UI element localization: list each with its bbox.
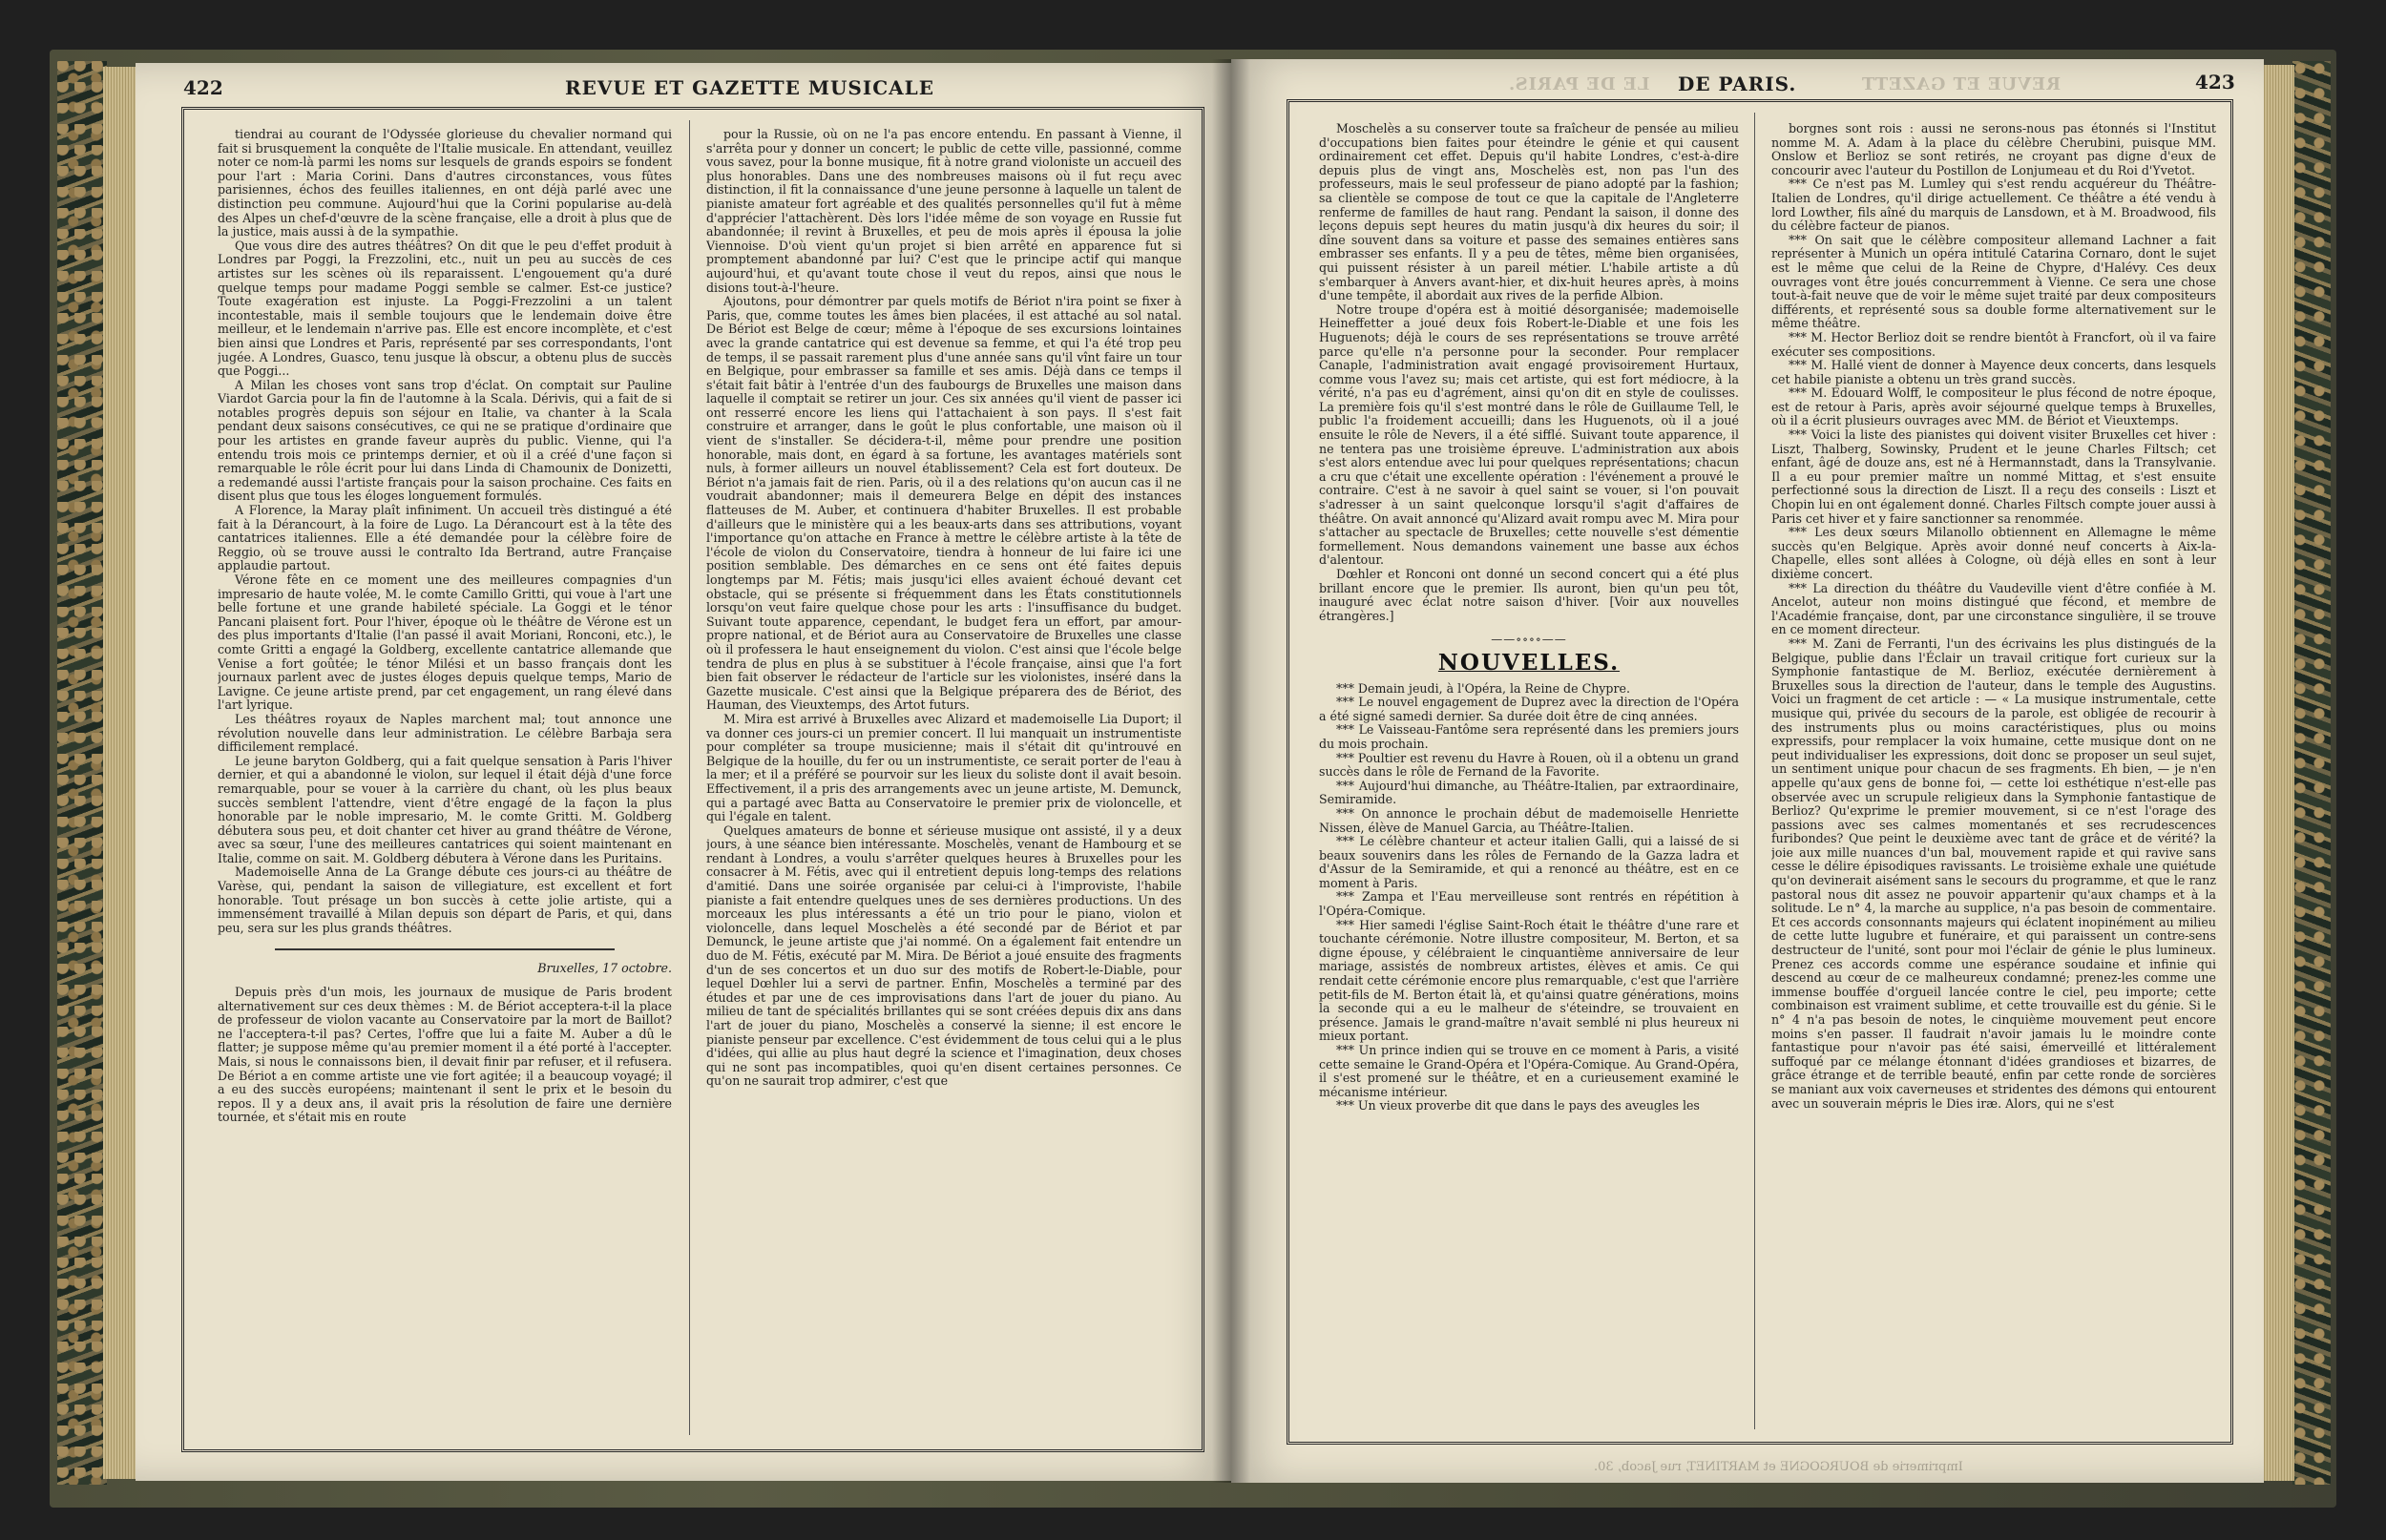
page-number: 423 [2195,71,2235,94]
paragraph: tiendrai au courant de l'Odyssée glorieuse du chevalier normand qui fait si brusquement la conquête de l'Italie musicale. En attendant, veuillez noter ce nom-là parmi les noms sur lesquels de grands espoirs se fondent pour l'art : Maria Corini. Dans d'autres circonstances, vous fûtes parisiennes, échos des feuilles italiennes, en ont déjà parlé avec une distinction peu commune. Aujourd'hui que la Corini popularise au-delà des Alpes un chef-d'œuvre de la scène française, elle a droit à plus que de la justice, mais aussi à de la sympathie. [218,128,672,239]
page-edges-left [103,67,137,1479]
news-item: *** Aujourd'hui dimanche, au Théâtre-Italien, par extraordinaire, Semiramide. [1319,778,1739,807]
news-item: *** Un vieux proverbe dit que dans le pays des aveugles les [1336,1098,1700,1113]
page-number: 422 [183,76,223,99]
column-1 [1319,122,1739,1431]
dateline: Bruxelles, 17 octobre. [537,961,672,976]
news-item: *** Hier samedi l'église Saint-Roch était le théâtre d'une rare et touchante cérémonie. Notre illustre compositeur, M. Berton, et sa digne épouse, y célébraient le cinquantième anniversaire de leur mariage, assistés de nombreux artistes, élèves et amis. Ce qui rendait cette cérémonie encore plus remarquable, c'est que l'arrière petit-fils de M. Berton était là, et qu'ainsi quatre générations, moins la seconde qui a eu le malheur de s'éteindre, se trouvaient en présence. Jamais le grand-maître n'avait semblé ni plus heureux ni mieux portant. [1319,917,1739,1044]
paragraph: Ajoutons, pour démontrer par quels motifs de Bériot n'ira point se fixer à Paris, que, comme toutes les âmes bien placées, il est attaché au sol natal. De Bériot est Belge de cœur; même à l'époque de ses excursions lointaines avec la grande cantatrice qui est devenue sa femme, et qui l'a été trop peu de temps, il se passait rarement plus d'une année sans qu'il vînt faire un tour en Belgique, pour embrasser sa famille et ses amis. Déjà dans ce temps il s'était fait bâtir à l'entrée d'un des faubourgs de Bruxelles une maison dans laquelle il comptait se retirer un jour. Ces six années qu'il vient de passer ici ont resserré encore les liens qui l'attachaient à son pays. Il s'est fait construire et arranger, dans le goût le plus confortable, une maison où il vient de s'installer. Se décidera-t-il, même pour prendre une position honorable, mais dont, en égard à sa fortune, les avantages matériels sont nuls, à former ailleurs un nouvel établissement? Cela est fort douteux. De Bériot n'a jamais fait de rien. Paris, où il a des relations qu'on aucun cas il ne voudrait abandonner; mais il demeurera Belge en dépit des instances flatteuses de M. Auber, et continuera d'habiter Bruxelles. Il est probable d'ailleurs que le ministère qui a les beaux-arts dans ses attributions, voyant l'importance qu'on attache en France à mettre le célèbre artiste à la tête de l'école de violon du Conservatoire, tiendra à honneur de lui faire ici une position semblable. Des démarches en ce sens ont été faites depuis longtemps par M. Fétis; mais jusqu'ici elles avaient échoué devant cet obstacle, qui se présente si fréquemment dans les États constitutionnels lorsqu'on veut faire quelque chose pour les arts : l'insuffisance du budget. Suivant toute apparence, cependant, le budget fera un effort, par amour-propre national, et de Bériot aura au Conservatoire de Bruxelles une classe où il professera le haut enseignement du violon. C'est ainsi que l'école belge tendra de plus en plus à se substituer à l'école française, ainsi que l'a fort bien fait observer le rédacteur de l'article sur les violonistes, inséré dans la Gazette musicale. C'est ainsi que la Belgique préparera des de Bériot, des Hauman, des Vieuxtemps, des Artot futurs. [706,294,1182,713]
section-separator [275,948,615,950]
news-item: *** Ce n'est pas M. Lumley qui s'est rendu acquéreur du Théâtre-Italien de Londres, qu'il dirige actuellement. Ce théâtre a été vendu à lord Lowther, fils aîné du marquis de Lansdown, et à M. Broadwood, fils du célèbre facteur de pianos. [1771,177,2216,234]
marbled-edge-right [2292,61,2331,1485]
news-item: *** On sait que le célèbre compositeur allemand Lachner a fait représenter à Munich un opéra intitulé Catarina Cornaro, dont le sujet est le même que celui de la Reine de Chypre, d'Halévy. Ces deux ouvrages vont être joués concurremment à Vienne. Ce sera une chose tout-à-fait neuve que de voir le même sujet traité par deux compositeurs différents, et représenté sous sa double forme alternativement sur le même théâtre. [1771,232,2216,331]
show-through-text: LE DE PARIS. [1508,74,1650,94]
news-item: *** Demain jeudi, à l'Opéra, la Reine de Chypre. [1336,680,1630,696]
news-item: *** On annonce le prochain début de mademoiselle Henriette Nissen, élève de Manuel Garcia, au Théâtre-Italien. [1319,805,1739,835]
column-rule [689,120,690,1435]
paragraph: Depuis près d'un mois, les journaux de musique de Paris brodent alternativement sur ces deux thèmes : M. de Bériot acceptera-t-il la place de professeur de violon vacante au Conservatoire par la mort de Baillot? ne l'acceptera-t-il pas? Certes, l'offre que lui a faite M. Auber a dû le flatter; je suppose même qu'au premier moment il a été porté à l'accepter. Mais, si nous le connaissons bien, il devait finir par refuser, et il refusera. De Bériot a en comme artiste une vie fort agitée; il a beaucoup voyagé; il a eu des succès européens; maintenant il sent le prix et le besoin du repos. Il y a deux ans, il avait pris la résolution de faire une dernière tournée, et s'était mis en route [218,985,672,1125]
column-1 [218,128,672,1435]
news-item: *** Le célèbre chanteur et acteur italien Galli, qui a laissé de si beaux souvenirs dans les rôles de Fernando de la Gazza ladra et d'Assur de la Semiramide, et qui a renoncé au théâtre, est en ce moment à Paris. [1319,834,1739,890]
news-item: *** M. Hector Berlioz doit se rendre bientôt à Francfort, où il va faire exécuter ses compositions. [1771,329,2216,359]
running-title: DE PARIS. [1678,73,1797,95]
column-2 [1771,122,2216,1431]
book-gutter [1212,59,1250,1483]
news-item: borgnes sont rois : aussi ne serons-nous pas étonnés si l'Institut nomme M. A. Adam à la place du célèbre Cherubini, puisque MM. Onslow et Berlioz se sont retirés, ne croyant pas digne d'eux de concourir avec l'auteur du Postillon de Lonjumeau et du Roi d'Yvetot. [1771,122,2216,177]
show-through-imprint: Imprimerie de BOURGOGNE et MARTINET, rue Jacob, 30. [1594,1460,1963,1474]
marbled-edge-left [57,61,107,1485]
paragraph: Quelques amateurs de bonne et sérieuse musique ont assisté, il y a deux jours, à une séance bien intéressante. Moschelès, venant de Hambourg et se rendant à Londres, a voulu s'arrêter quelques heures à Bruxelles pour les consacrer à M. Fétis, avec qui il entretient depuis long-temps des relations d'amitié. Dans une soirée organisée par celui-ci à l'improviste, l'habile pianiste a fait entendre quelques unes de ses dernières productions. Un des morceaux les plus intéressants a été un trio pour le piano, violon et violoncelle, dans lequel Moschelès a été secondé par de Bériot et par Demunck, le jeune artiste que j'ai nommé. On a également fait entendre un duo de M. Fétis, exécuté par M. Mira. De Bériot a joué ensuite des fragments d'un de ses concertos et un duo sur des motifs de Robert-le-Diable, pour lequel Dœhler lui a servi de partner. Enfin, Moschelès a terminé par des études et par une de ces improvisations dans l'art de jouer du piano. Au milieu de tant de spécialités brillantes qui se sont créées depuis dix ans dans l'art de jouer du piano, Moschelès a conservé la sienne; il est encore le pianiste penseur par excellence. C'est évidemment de tous celui qui a le plus d'idées, qui allie au plus haut degré la science et l'imagination, deux choses qui ne sont pas incompatibles, quoi qu'en disent certaines personnes. Ce qu'on ne saurait trop admirer, c'est que [706,822,1182,1089]
paragraph: Dœhler et Ronconi ont donné un second concert qui a été plus brillant encore que le premier. Ils auront, bien qu'un peu tôt, inauguré avec éclat notre saison d'hiver. [Voir aux nouvelles étrangères.] [1319,567,1739,623]
news-item: *** La direction du théâtre du Vaudeville vient d'être confiée à M. Ancelot, auteur non moins distingué que fécond, et membre de l'Académie française, dont, par une circonstance singulière, il se trouve en ce moment directeur. [1771,580,2216,637]
news-item: *** Le nouvel engagement de Duprez avec la direction de l'Opéra a été signé samedi dernier. Sa durée doit être de cinq années. [1319,695,1739,723]
news-item: *** M. Hallé vient de donner à Mayence deux concerts, dans lesquels cet habile pianiste a obtenu un très grand succès. [1771,358,2216,386]
paragraph: M. Mira est arrivé à Bruxelles avec Alizard et mademoiselle Lia Duport; il va donner ces jours-ci un premier concert. Il lui manquait un instrumentiste pour compléter sa troupe musicienne; mais il s'était dit qu'introuvé en Belgique de la houille, du fer ou un instrumentiste, ce serait porter de l'eau à la mer; et il a préféré se pourvoir sur les lieux du soliste dont il avait besoin. Effectivement, il a pris des arrangements avec un jeune artiste, M. Demunck, qui a partagé avec Batta au Conservatoire le premier prix de violoncelle, et qui l'égale en talent. [706,711,1182,824]
paragraph: Moschelès a su conserver toute sa fraîcheur de pensée au milieu d'occupations bien faites pour éteindre le génie et qui causent ordinairement cet effet. Depuis qu'il habite Londres, c'est-à-dire depuis plus de vingt ans, Moschelès est, non pas l'un des professeurs, mais le seul professeur de piano adopté par la fashion; sa clientèle se compose de tout ce que la capitale de l'Angleterre renferme de familles de haut rang. Pendant la saison, il donne des leçons depuis sept heures du matin jusqu'à dix heures du soir; il dîne souvent dans sa voiture et passe des semaines entières sans embrasser ses enfants. Il y a peu de têtes, même bien organisées, qui puissent résister à un pareil métier. L'habile artiste a dû s'embarquer à Anvers avant-hier, et dix-huit heures après, à moins d'une tempête, il abordait aux rives de la perfide Albion. [1319,122,1739,303]
left-page [136,63,1231,1481]
news-item: *** Voici la liste des pianistes qui doivent visiter Bruxelles cet hiver : Liszt, Thalberg, Sowinsky, Prudent et le jeune Charles Filtsch; cet enfant, âgé de douze ans, est né à Hermannstadt, dans la Transylvanie. Il a eu pour premier maître un nommé Mittag, et s'est ensuite perfectionné sous la direction de Liszt. Il a reçu des conseils : Liszt et Chopin lui en ont également donné. Charles Filtsch compte jouer aussi à Paris cet hiver et y faire sanctionner sa renommée. [1771,427,2216,526]
paragraph: Le jeune baryton Goldberg, qui a fait quelque sensation à Paris l'hiver dernier, et qui a abandonné le violon, sur lequel il était déjà d'une force remarquable, pour se vouer à la carrière du chant, où les plus beaux succès semblent l'attendre, vient d'être engagé de la façon la plus honorable par le noble impresario, M. le comte Gritti. M. Goldberg débutera sous peu, et doit chanter cet hiver au grand théâtre de Vérone, avec sa sœur, l'une des meilleures cantatrices qui soient maintenant en Italie, comme on sait. M. Goldberg débutera à Vérone dans les Puritains. [218,753,672,865]
news-item: *** Zampa et l'Eau merveilleuse sont rentrés en répétition à l'Opéra-Comique. [1319,889,1739,919]
paragraph: A Florence, la Maray plaît infiniment. Un accueil très distingué a été fait à la Dérancourt, à la foire de Lugo. La Dérancourt est à la tête des cantatrices italiennes. Elle a été demandée pour la célèbre foire de Reggio, où se trouve aussi le contralto Ida Bertrand, autre Française applaudie partout. [218,503,672,573]
paragraph: A Milan les choses vont sans trop d'éclat. On comptait sur Pauline Viardot Garcia pour la fin de l'automne à la Scala. Dérivis, qui a fait de si notables progrès depuis son séjour en Italie, va chanter à la Scala pendant deux saisons consécutives, ce qui ne se pratique d'ordinaire que pour les artistes en grande faveur auprès du public. Vienne, qui l'a entendu trois mois ce printemps dernier, et où il a créé d'une façon si remarquable le rôle écrit pour lui dans Linda di Chamounix de Donizetti, a redemandé aussi l'artiste français pour la saison prochaine. Ces faits en disent plus que tous les éloges longuement formulés. [218,377,672,504]
paragraph: pour la Russie, où on ne l'a pas encore entendu. En passant à Vienne, il s'arrêta pour y donner un concert; le public de cette ville, passionné, comme vous savez, pour la bonne musique, fit à notre grand violoniste un accueil des plus honorables. Dans une des nombreuses maisons où il fut reçu avec distinction, il fit la connaissance d'une jeune personne à laquelle un talent de pianiste amateur fort agréable et des qualités personnelles qu'il fut à même d'apprécier l'attachèrent. Dès lors l'idée même de son voyage en Russie fut abandonnée; il revint à Bruxelles, et peu de mois après il épousa la jolie Viennoise. D'où vient qu'un projet si bien arrêté en apparence fut si promptement abandonné par lui? C'est que le principe actif qui manque aujourd'hui, et qu'avant toute chose il veut du repos, ainsi que nous le disions tout-à-l'heure. [706,128,1182,295]
news-item: *** Poultier est revenu du Havre à Rouen, où il a obtenu un grand succès dans le rôle de Fernand de la Favorite. [1319,750,1739,780]
column-2 [706,128,1182,1435]
paragraph: Vérone fête en ce moment une des meilleures compagnies d'un impresario de haute volée, M. le comte Camillo Gritti, qui voue à l'art une belle fortune et une grande habileté spéciale. La Goggi et le ténor Pancani plaisent fort. Pour l'hiver, époque où le théâtre de Vérone est un des plus importants d'Italie (l'an passé il avait Moriani, Ronconi, etc.), le comte Gritti a engagé la Goldberg, excellente cantatrice allemande que Venise a fort goûtée; le ténor Milési et un basso français dont les journaux parlent avec de justes éloges depuis quelque temps, Mario de Lavigne. Ce jeune artiste prend, par cet engagement, un rang élevé dans l'art lyrique. [218,572,672,713]
show-through-text: REVUE ET GAZETT [1861,74,2062,94]
news-item: *** Le Vaisseau-Fantôme sera représenté dans les premiers jours du mois prochain. [1319,722,1739,751]
news-item: *** Les deux sœurs Milanollo obtiennent en Allemagne le même succès qu'en Belgique. Après avoir donné neuf concerts à Aix-la-Chapelle, elles sont allées à Cologne, où déjà elles en sont à leur dixième concert. [1771,525,2216,581]
news-item: *** M. Zani de Ferranti, l'un des écrivains les plus distingués de la Belgique, publie dans l'Éclair un travail critique fort curieux sur la Symphonie fantastique de M. Berlioz, exécutée dernièrement à Bruxelles sous la direction de l'auteur, dans le temple des Augustins. Voici un fragment de cet article : — « La musique instrumentale, cette musique qui, privée du secours de la parole, est obligée de recourir à des instruments plus ou moins caractéristiques, plus ou moins expressifs, pour remplacer la voix humaine, cette musique dont on ne peut individualiser les expressions, doit donc se proposer un seul sujet, un sentiment unique pour chacun de ses fragments. Eh bien, — je n'en appelle qu'aux gens de bonne foi, — cette loi esthétique n'est-elle pas observée avec un scrupule religieux dans la Symphonie fantastique de Berlioz? Qu'exprime le premier mouvement, si ce n'est l'orage des passions avec ses calmes momentanés et ses recrudescences furibondes? Que peint le deuxième avec tant de grâce et de vérité? la joie aux mille nuances d'un bal, mouvement rapide et qui ravive sans cesse le délire épisodiques ravissants. Le troisième exhale une quiétude qu'on devinerait aisément sans le secours du programme, et que le ranz pastoral nous dit assez ne pouvoir appartenir qu'aux champs et à la solitude. Le n° 4, la marche au supplice, n'a pas besoin de commentaire. Et ces accords consonnants majeurs qui éclatent inopinément au milieu de cette lutte lugubre et funéraire, et qui paraissent un contre-sens destructeur de l'unité, sont pour moi l'éclair de génie le plus lumineux. Prenez ces accords comme une espérance soudaine et infinie qui descend au cœur de ce malheureux condamné; prenez-les comme une immense bouffée d'orgueil lancée contre le ciel, peu importe; cette combinaison est vraiment sublime, et cette trouvaille est du génie. Si le n° 4 n'a pas besoin de notes, le cinquième mouvement peut encore moins s'en passer. Il faudrait n'avoir jamais lu le moindre conte fantastique pour n'avoir pas été saisi, émerveillé et littéralement suffoqué par ce mélange étonnant d'idées grandioses et bizarres, de grâce étrange et de terrible beauté, enfin par cette ronde de sorcières se maniant aux voix caverneuses et stridentes des démons qui entourent avec un souverain mépris le Dies iræ. Alors, qui ne s'est [1771,635,2216,1111]
section-heading-nouvelles: NOUVELLES. [1437,649,1621,676]
column-rule [1754,113,1755,1429]
news-item: *** M. Edouard Wolff, le compositeur le plus fécond de notre époque, est de retour à Paris, après avoir séjourné quelque temps à Bruxelles, où il a écrit plusieurs ouvrages avec MM. de Bériot et Vieuxtemps. [1771,385,2216,428]
paragraph: Notre troupe d'opéra est à moitié désorganisée; mademoiselle Heineffetter a joué deux fois Robert-le-Diable et une fois les Huguenots; déjà le cours de ses représentations se trouve arrêté parce qu'elle n'a personne pour la seconder. Pour remplacer Canaple, l'administration avait engagé provisoirement Hurtaux, comme vous l'avez su; mais cet artiste, qui est fort médiocre, à la vérité, n'a pas eu d'agrément, ainsi qu'on dit en style de coulisses. La première fois qu'il s'est montré dans le rôle de Guillaume Tell, le public l'a froidement accueilli; dans les Huguenots, où il a joué ensuite le rôle de Nevers, il a été sifflé. Suivant toute apparence, il ne tentera pas une troisième épreuve. L'administration aux abois s'est alors entendue avec lui pour quelques représentations; chacun a cru que c'était une excellente opération : l'événement a prouvé le contraire. C'est à ne savoir à quel saint se vouer, si l'on pouvait s'adresser à un saint quelconque lorsqu'il s'agit d'affaires de théâtre. On avait annoncé qu'Alizard avait rompu avec M. Mira pour s'attacher au spectacle de Bruxelles; cette nouvelle s'est démentie formellement. Nous demandons vainement une basse aux échos d'alentour. [1319,302,1739,568]
ornament-rule: ——∘∘∘∘—— [1491,633,1567,647]
paragraph: Mademoiselle Anna de La Grange débute ces jours-ci au théâtre de Varèse, qui, pendant la saison de villegiature, est excellent et fort honorable. Tout présage un bon succès à cette jolie artiste, qui a immensément travaillé à Milan depuis son départ de Paris, et qui, dans peu, sera sur les plus grands théâtres. [218,864,672,935]
paragraph: Que vous dire des autres théâtres? On dit que le peu d'effet produit à Londres par Poggi, la Frezzolini, etc., nuit un peu au succès de ces artistes sur les scènes où ils reparaissent. L'engouement qu'a duré quelque temps pour madame Poggi semble se calmer. Est-ce justice? Toute exagération est injuste. La Poggi-Frezzolini a un talent incontestable, mais il semble toujours que le lendemain doive être meilleur, et le lendemain n'arrive pas. Elle est encore incomplète, et c'est bien ainsi que Londres et Paris, représenté par ses correspondants, l'ont jugée. A Londres, Guasco, tenu jusque là obscur, a obtenu plus de succès que Poggi... [218,238,672,379]
paragraph: Les théâtres royaux de Naples marchent mal; tout annonce une révolution nouvelle dans leur administration. Le célèbre Barbaja sera difficilement remplacé. [218,711,672,755]
news-item: *** Un prince indien qui se trouve en ce moment à Paris, a visité cette semaine le Grand-Opéra et l'Opéra-Comique. Au Grand-Opéra, il s'est promené sur le théâtre, et en a curieusement examiné le mécanisme intérieur. [1319,1043,1739,1099]
running-title: REVUE ET GAZETTE MUSICALE [565,76,934,99]
right-page [1231,59,2264,1483]
page-edges-right [2262,65,2294,1481]
